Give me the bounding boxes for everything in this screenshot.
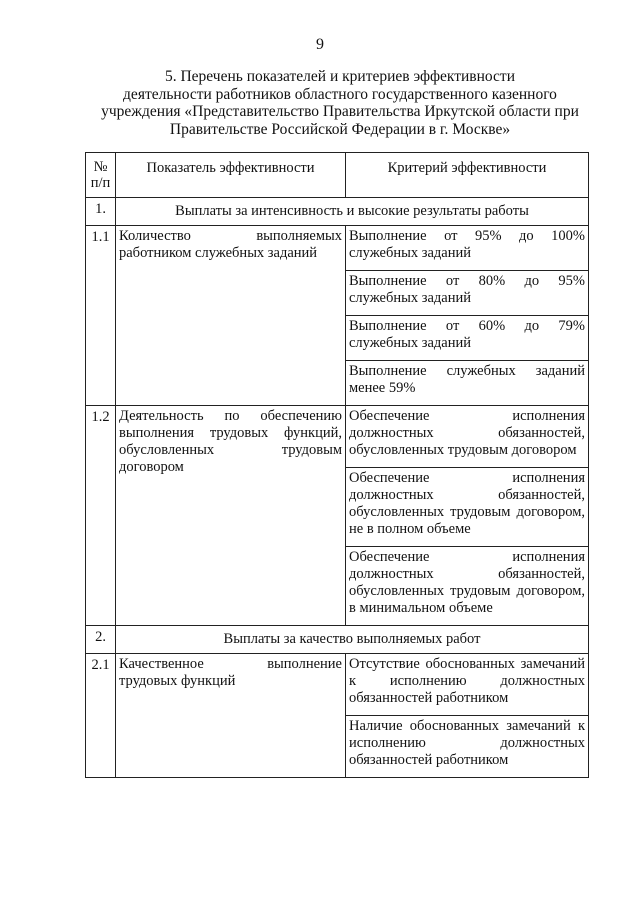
criterion-cell: Обеспечение исполнения должностных обязанностей, обусловленных трудовым договором, не в полном объеме [346,468,589,547]
page-number: 9 [316,36,324,53]
indicators-table [85,152,589,778]
header-number-symbol: № [93,159,108,175]
heading-line: деятельности работников областного государственного казенного [123,85,557,103]
criterion-cell: Отсутствие обоснованных замечаний к исполнению должностных обязанностей работником [346,654,589,716]
indicator-cell: Деятельность по обеспечению выполнения трудовых функций, обусловленных трудовым договором [116,406,346,626]
column-header-criterion: Критерий эффективности [346,153,589,198]
column-header-indicator: Показатель эффективности [116,153,346,198]
table-row [86,406,589,468]
indicator-cell: Качественное выполнение трудовых функций [116,654,346,778]
row-number: 2.1 [86,654,116,778]
heading-line: учреждения «Представительство Правительства Иркутской области при [101,103,579,120]
criterion-cell: Выполнение служебных заданий менее 59% [346,361,589,406]
heading-line: Правительстве Российской Федерации в г. Москве» [169,120,511,138]
table-row [86,654,589,716]
indicator-cell: Количество выполняемых работником служебных заданий [116,226,346,406]
section-row [86,626,589,654]
column-header-number [86,153,116,198]
section-number: 2. [86,626,116,654]
section-number: 1. [86,198,116,226]
table-row [86,226,589,271]
table-header-row [86,153,589,198]
section-title: Выплаты за качество выполняемых работ [116,626,589,654]
criterion-cell: Выполнение от 95% до 100% служебных заданий [346,226,589,271]
section-row [86,198,589,226]
section-title: Выплаты за интенсивность и высокие результаты работы [116,198,589,226]
criterion-cell: Выполнение от 60% до 79% служебных заданий [346,316,589,361]
heading-line: 5. Перечень показателей и критериев эффективности [164,68,516,85]
criterion-cell: Обеспечение исполнения должностных обязанностей, обусловленных трудовым договором, в минимальном объеме [346,547,589,626]
header-number-abbr: п/п [90,175,111,191]
row-number: 1.1 [86,226,116,406]
criterion-cell: Выполнение от 80% до 95% служебных заданий [346,271,589,316]
row-number: 1.2 [86,406,116,626]
criterion-cell: Наличие обоснованных замечаний к исполнению должностных обязанностей работником [346,716,589,778]
document-heading [90,68,590,138]
criterion-cell: Обеспечение исполнения должностных обязанностей, обусловленных трудовым договором [346,406,589,468]
